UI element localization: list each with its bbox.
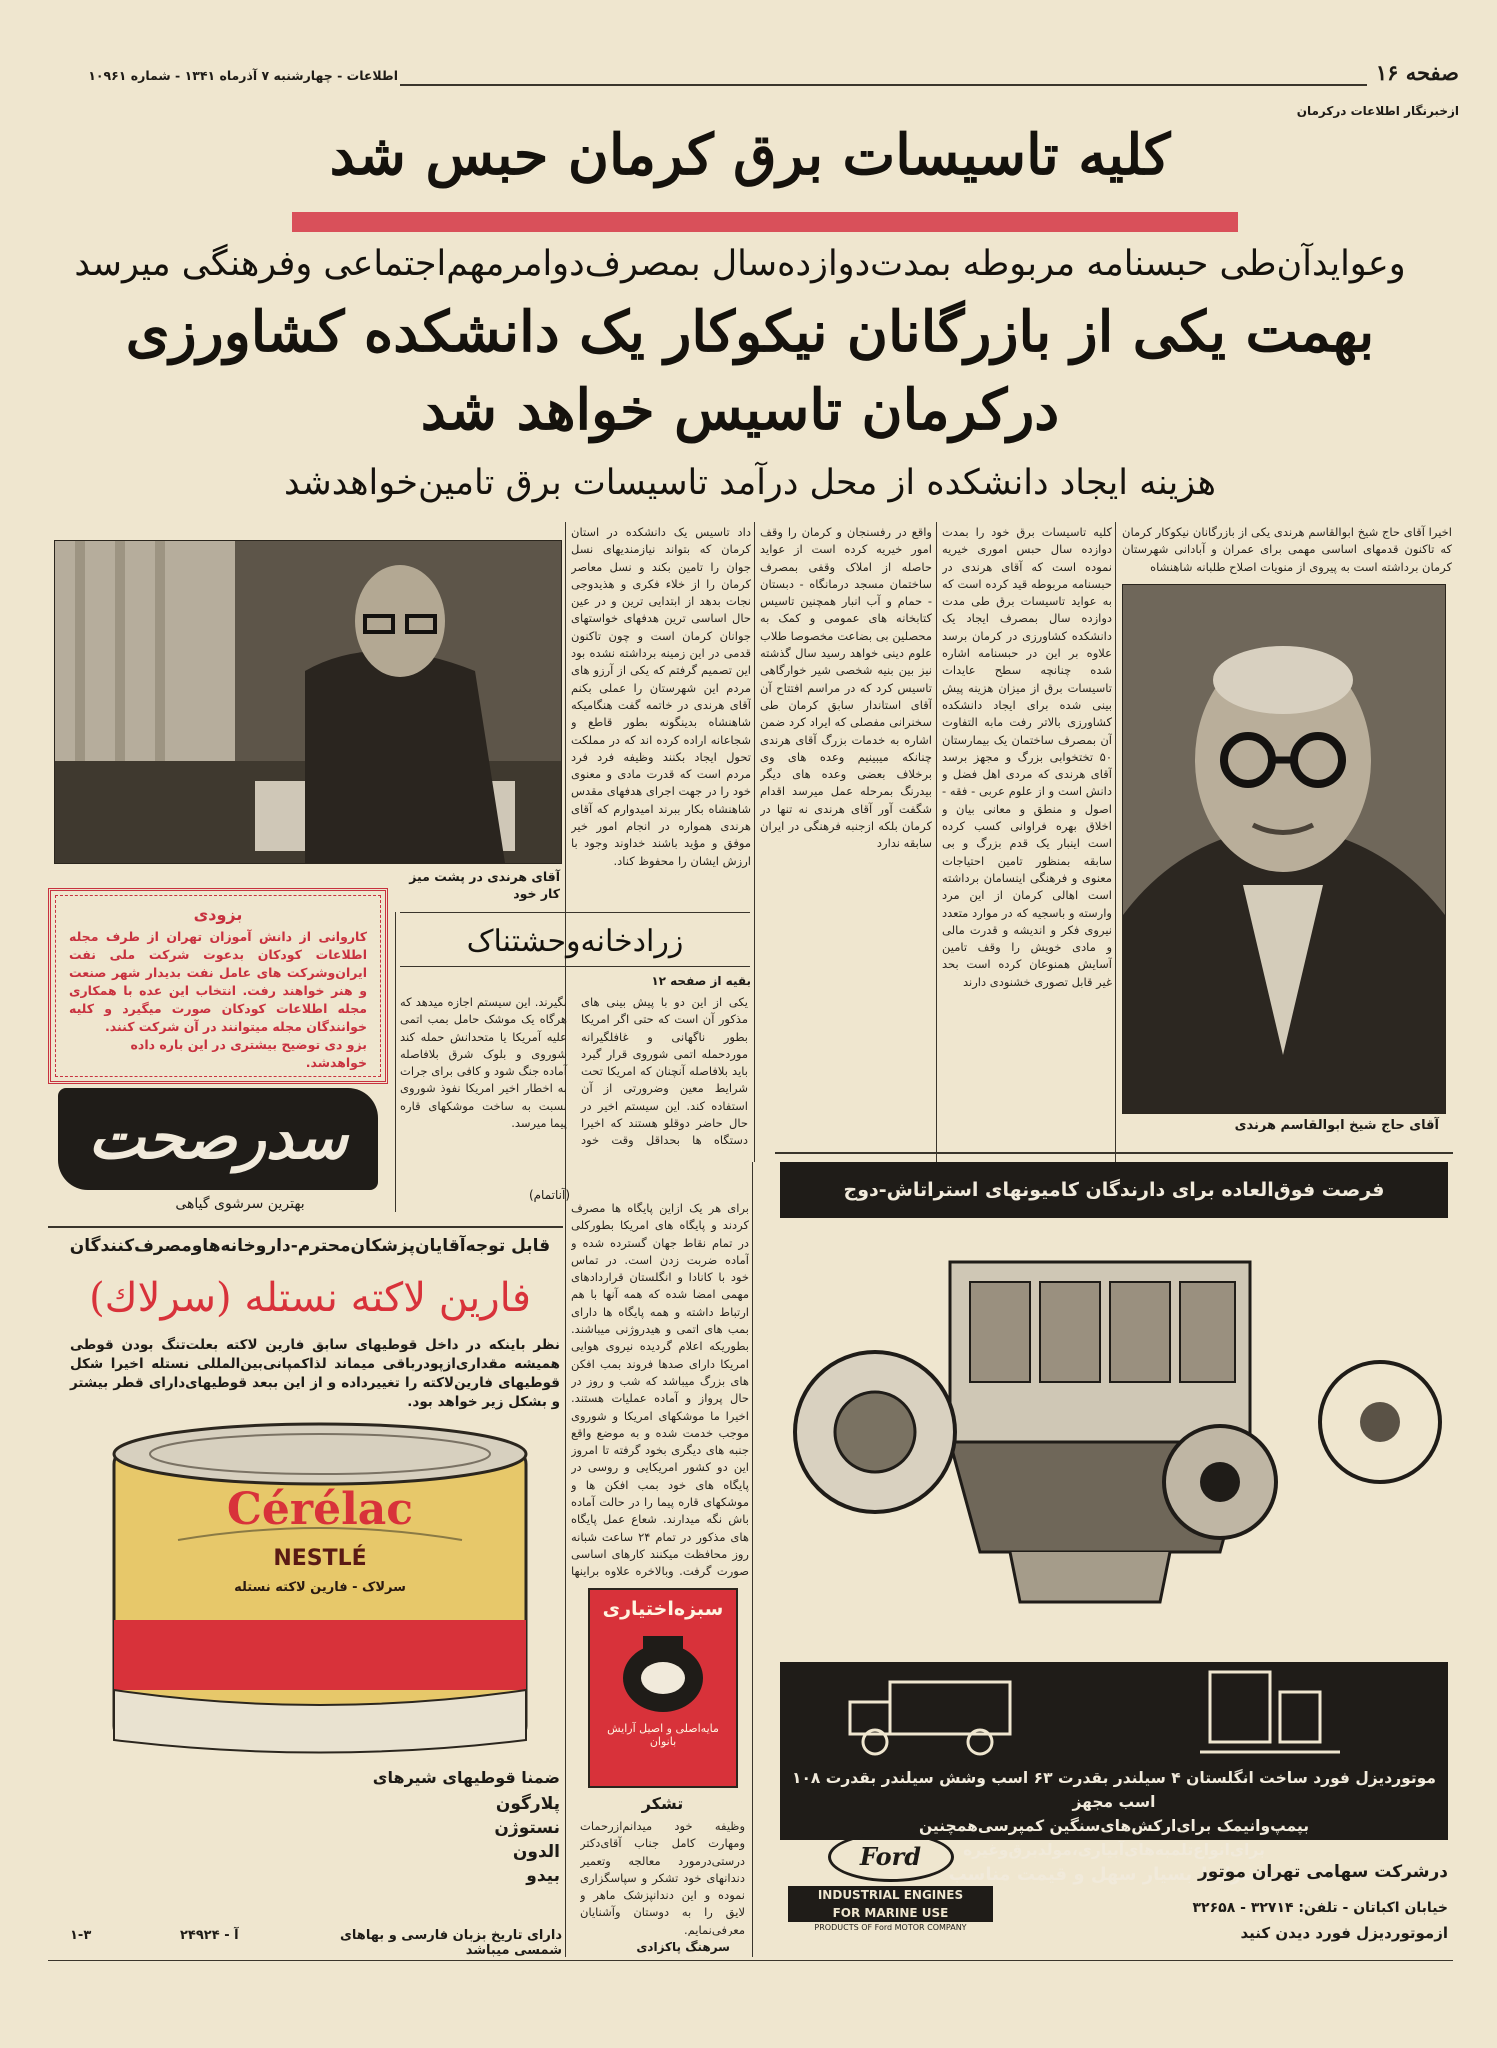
nestle-title: فارین لاکته نستله (سرلاك) [89, 1275, 531, 1321]
story2-byline: (آناتمام) [528, 1188, 570, 1202]
ford-line2: بپمپ‌وانیمک برای‌ارکش‌های‌سنگین کمپرسی‌همچنین برای‌انواع‌تلمبه‌های‌آبیاری،مولدبرق‌وغیره [918, 1817, 1310, 1859]
sabzeh-ad [588, 1588, 738, 1788]
notice-body: کاروانی از دانش آموزان تهران از طرف مجله اطلاعات کودکان بدعوت شرکت ملی نفت ایران‌وشرکت های عامل نفت بدیدار شهر صنعت و هنر خواهند رفت. انتخاب این عده با همکاری مجله اطلاعات کودکان صورت میگیرد و کلیه خوانندگان مجله میتوانند در آن شرکت کنند. [69, 929, 367, 1034]
ford-address: خیابان اکباتان - تلفن: ۳۲۷۱۴ - ۳۲۶۵۸ [1192, 1900, 1448, 1916]
subheadline: وعوایدآن‌طی حبسنامه مربوطه بمدت‌دوازده‌سال بمصرف‌دوامرمهم‌اجتماعی وفرهنگی میرسد [74, 244, 1406, 284]
can-brand: Cérélac [226, 1484, 414, 1535]
notice-box [48, 888, 388, 1084]
desk-caption: آقای هرندی در پشت میز کار خود [409, 869, 560, 901]
story2-continued: بقیه از صفحه ۱۲ [651, 974, 751, 988]
sabzeh-title: سبزه‌اختیاری [602, 1598, 724, 1620]
engine-graphic [780, 1222, 1448, 1652]
second-headline-line1: بهمت یکی از بازرگانان نیکوکار یک دانشکده کشاورزی [125, 299, 1375, 365]
ford-logo-line2: FOR MARINE USE [788, 1904, 993, 1922]
thanks-title: تشکر [641, 1794, 684, 1813]
nestle-footer: دارای تاریخ بزبان فارسی و بهاهای شمسی میباشد [340, 1928, 562, 1958]
nestle-ref-left: ۱-۳ [70, 1928, 92, 1943]
nestle-product-1: پلارگون [495, 1794, 560, 1814]
portrait-figure [1123, 585, 1445, 1113]
portrait-caption: آقای حاج شیخ ابوالقاسم هرندی [1234, 1118, 1439, 1133]
col-rule-3 [754, 522, 755, 1162]
ford-logo-box [788, 1832, 993, 1936]
desk-photo [54, 540, 562, 864]
sedr-bottom-rule [48, 1226, 563, 1228]
masthead-rule [400, 84, 1367, 86]
notice-footer: بزو دی توضیح بیشتری در این باره داده خواهدشد. [130, 1037, 367, 1070]
main-headline: کلیه تاسیسات برق کرمان حبس شد [329, 122, 1171, 188]
nestle-product-2: نستوژن [494, 1818, 560, 1838]
can-line: سرلاک - فارین لاکته نستله [234, 1580, 406, 1595]
nestle-product-3: الدون [512, 1842, 560, 1862]
story2-top-rule [400, 912, 750, 913]
ford-top-rule [775, 1152, 1453, 1154]
second-headline-line2: درکرمان تاسیس خواهد شد [420, 377, 1060, 443]
ford-line1: موتوردیزل فورد ساخت انگلستان ۴ سیلندر بقدرت ۶۳ اسب وشش سیلندر بقدرت ۱۰۸ اسب مجهز [791, 1769, 1436, 1811]
col-rule-2 [936, 522, 937, 1162]
article-col2: کلیه تاسیسات برق خود را بمدت دوازده سال حبس اموری خیریه نموده است که آقای هرندی در حبسنامه مربوطه قید کرده است که به عواید تاسیسات برق طی مدت دوازده سال بمصرف ایجاد یک دانشکده کشاورزی در کرمان برسد علاوه بر این در حبسنامه اشاره شده چنانچه سطح عایدات تاسیسات برق از میزان هزینه پیش بینی شده برای ایجاد دانشکده کشاورزی بالاتر رفت مابه التفاوت آن بمصرف ساختمان یک بیمارستان ۵۰ تختخوابی بزرگ و مجهز برسد آقای هرندی که مردی اهل فضل و دانش است و از علوم عربی - فقه - اصول و منطق و معانی بیان و اخلاق بهره فراوانی کسب کرده است اینبار یک قدم بزرگ و بی سابقه بمنظور تامین احتیاجات معنوی و فرهنگی اینسامان برداشته است اهالی کرمان از این مرد وارسته و باسجیه که در موارد متعدد نیروی فکر و اندیشه و قدرت مالی و مادی خویش را وقف تامین آسایش همنوعان کرده است بحد غیر قابل تصوری خشنودی دارند [942, 525, 1112, 989]
story2-divider [395, 912, 396, 1212]
page-number: صفحه ۱۶ [1375, 60, 1459, 85]
truck-and-pump-icons [780, 1662, 1448, 1762]
desk-figure [55, 541, 561, 863]
article-col1: اخیرا آقای حاج شیخ ابوالقاسم هرندی یکی از بازرگانان نیکوکار کرمان که تاکنون قدمهای اساسی مهمی برای عمران و آبادانی شهرستان کرمان برداشته است به پیروی از منویات اصلاح طلبانه شاهنشاه [1122, 525, 1452, 574]
nestle-body: نظر باینکه در داخل قوطیهای سابق فارین لاکته بعلت‌تنگ بودن قوطی همیشه مقداری‌ازپودر‌باقی میماند لذاکمپانی‌بین‌المللی نستله اخیرا شکل قوطیهای فارین‌لاکته را تغییرداده و از این ببعد قوطیهای‌دارای قطر بیشتر و بشکل زیر خواهد بود. [70, 1337, 560, 1410]
story2-body: یکی از این دو با پیش بینی های مذکور آن است که حتی اگر امریکا بطور ناگهانی و غافلگیرانه موردحمله اتمی شوروی قرار گیرد باید بلافاصله آنچنان که امریکا تحت شرایط معین وضرورتی از آن استفاده کند. این سیستم اخیر در حال حاضر دوقلو هستند که اخیرا دستگاه ها بحداقل وقت خود بگیرند. این سیستم اجازه میدهد که هرگاه یک موشک حامل بمب اتمی علیه آمریکا یا متحدانش حمله کند شوروی و بلوک شرق بلافاصله آماده جنگ شود و کافی برای جرات به اخطار اخیر امریکا نفوذ شوروی نسبت به ساخت موشکهای قاره پیما میرسد. [400, 995, 748, 1148]
sedr-ad [58, 1088, 378, 1190]
ford-cta: ازموتوردیزل فورد دیدن کنید [1240, 1924, 1448, 1942]
ford-logo-small: PRODUCTS OF Ford MOTOR COMPANY [814, 1923, 967, 1932]
sabzeh-jar-icon [598, 1626, 728, 1716]
nestle-products-title: ضمنا قوطیهای شیرهای [372, 1768, 560, 1787]
nestle-intro: قابل توجه‌آقایان‌پزشکان‌محترم-داروخانه‌هاومصرف‌کنندگان [69, 1236, 551, 1256]
col-rule-5 [752, 1162, 753, 1957]
ford-line3: با شرایط بسیار سهل و قیمت مناسب [948, 1864, 1280, 1885]
thanks-body: وظیفه خود میدانم‌ازرحمات ومهارت کامل جناب آقای‌دکتر درستی‌درمورد معالجه وتعمیر دندانهای خود تشکر و سپاسگزاری نموده و این دندانپزشک ماهر و لایق را به دوستان وآشنایان معرفی‌نمایم. [580, 1819, 745, 1936]
ford-oval-logo: Ford [828, 1832, 954, 1882]
sedr-tagline: بهترین سرشوی گیاهی [175, 1196, 305, 1212]
col-rule-4 [565, 522, 566, 1957]
article-col4: داد تاسیس یک دانشکده در استان کرمان که بتواند نیازمندیهای نسل جوان را تامین بکند و نسل معاصر کرمان را از خلاء فکری و هذیدوجی نجات بدهد از ابتدایی ترین و در عین حال اساسی ترین هدفهای خواستهای جوانان کرمان است و چون تاکنون قدمی در این زمینه برداشته نشده بود این تصمیم گرفتم که یکی از آرزو های مردم این شهرستان را عملی بکنم آقای هرندی در خاتمه گفت هنگامیکه شاهنشاه بدینگونه بطور قاطع و شجاعانه اراده کرده اند که در مملکت تحول ایجاد بکنند وظیفه فرد فرد مردم است که قدرت مادی و معنوی خود را در جهت اجرای هدفهای مقدس شاهنشاه بکار ببرند امیدوارم که آقای هرندی همواره در انجام امور خیر موفق و مؤید باشند خداوند وجود با ارزش ایشان را محفوظ کناد. [571, 525, 751, 868]
portrait-photo [1122, 584, 1446, 1114]
ford-company: درشرکت سهامی تهران موتور [1197, 1862, 1448, 1882]
nestle-product-4: بیدو [526, 1866, 560, 1886]
column-continuation: برای هر یک ازاین پایگاه ها مصرف کردند و پایگاه های امریکا بطورکلی در تمام نقاط جهان گسترده شده و آماده ضربت زدن است. در تماس خود با کانادا و انگلستان قراردادهای مهمی امضا شده که همه آنها با هم ارتباط داشته و همه پایگاه ها دارای بمب های اتمی و هیدروژنی میباشند. بطوریکه اعلام گردیده نیروی هوایی امریکا دارای صدها فروند بمب افکن های بزرگ میباشد که شب و روز در حال پرواز و آماده عملیات هستند. اخیرا ما موشکهای امریکا و شوروی موجب خدمت شده و به موضع واقع جنبه های دیگری بخود گرفته تا امروز این دو کشور امریکایی و روسی در پایگاه های خود بمب افکن ها و موشکهای قاره پیما را در حالت آماده باش نگه میدارند. شعاع عمل پایگاه های مذکور در تمام ۲۴ ساعت شبانه روز محافظت میکنند کارهای اساسی صورت گرفت. وبالاخره علاوه براینها [571, 1201, 749, 1579]
nestle-ref-right: آ - ۲۴۹۲۴ [180, 1928, 239, 1943]
page-bottom-rule [48, 1960, 1453, 1961]
ford-logo-line1: INDUSTRIAL ENGINES [788, 1886, 993, 1904]
notice-title: بزودی [193, 905, 243, 924]
issue-line: اطلاعات - چهارشنبه ۷ آذرماه ۱۳۴۱ - شماره ۱۰۹۶۱ [88, 68, 398, 83]
thanks-signature: سرهنگ پاکزادی [636, 1940, 730, 1954]
story2-under-rule [400, 966, 750, 967]
story2-headline: زرادخانه‌وحشتناک [466, 924, 684, 959]
can-maker: NESTLÉ [273, 1546, 367, 1571]
headline-red-rule [292, 212, 1238, 232]
cerelac-can [108, 1420, 532, 1760]
col-rule-1 [1115, 522, 1116, 1162]
article-col3: واقع در رفسنجان و کرمان را وقف امور خیریه کرده است از عواید حاصله از املاک وقفی بمصرف ساختمان مسجد درمانگاه - دبستان - حمام و آب انبار همچنین تاسیس کتابخانه های عمومی و کمک به محصلین بی بضاعت مخصوصا طلاب علوم دینی خواهد رسید سال گذشته نیز بین بنیه شخصی شیر خوارگاهی تاسیس کرد که در مراسم افتتاح آن آقای استاندار سابق کرمان طی سخنرانی مفصلی که ایراد کرد ضمن اشاره به خدمات بزرگ آقای هرندی چنانکه میبینیم وعده های وی برخلاف بعضی وعده های دیگر بیدرنگ بمرحله عمل میرسد اقدام شگفت آور آقای هرندی نه تنها در کرمان بلکه ازجنبه فرهنگی در ایران سابقه ندارد [760, 525, 932, 851]
sedr-brand: سدرصحت [88, 1103, 348, 1173]
correspondent-line: ازخبرنگار اطلاعات درکرمان [1296, 104, 1459, 118]
ford-banner: فرصت فوق‌العاده برای دارندگان کامیونهای استراتاش-دوج [780, 1162, 1448, 1218]
sabzeh-body: مایه‌اصلی و اصیل آرایش بانوان [607, 1722, 719, 1748]
deck: هزینه ایجاد دانشکده از محل درآمد تاسیسات برق تامین‌خواهدشد [284, 463, 1216, 503]
ford-ad [780, 1162, 1448, 1957]
ford-engine-illustration [780, 1222, 1448, 1652]
